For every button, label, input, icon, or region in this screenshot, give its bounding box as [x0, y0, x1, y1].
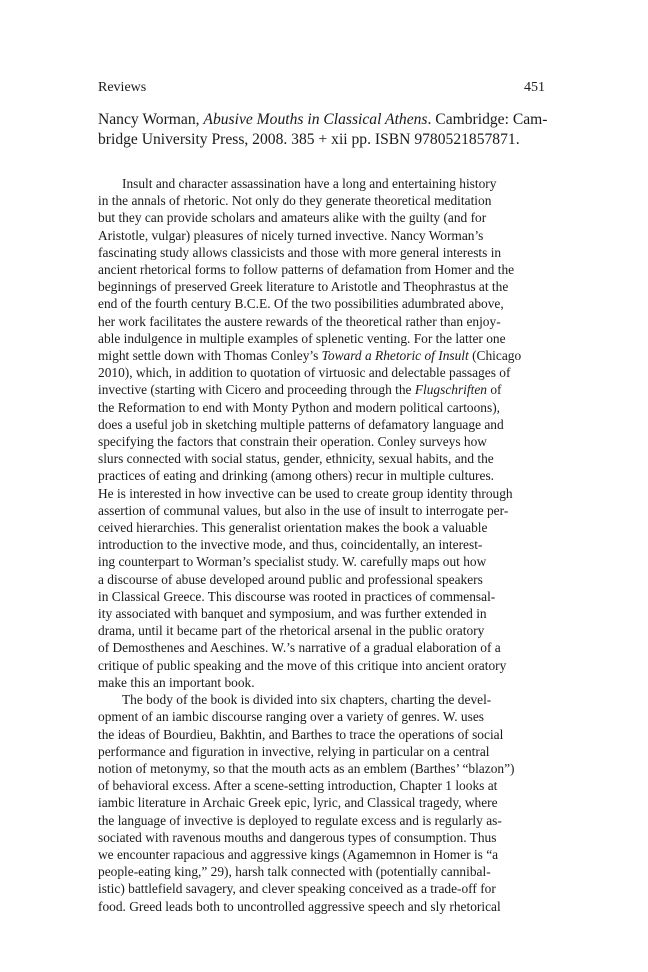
body-line: [98, 622, 548, 639]
text-run: . Cambridge: Cam-: [427, 111, 548, 128]
citation-line: [98, 130, 548, 150]
body-line: [98, 553, 548, 570]
text-run: notion of metonymy, so that the mouth acts as an emblem (Barthes’ “blazon”): [98, 760, 515, 776]
body-line: [98, 605, 548, 622]
body-line: [98, 227, 548, 244]
italic-title: Abusive Mouths in Classical Athens: [203, 111, 428, 128]
text-run: bridge University Press, 2008. 385 + xii pp. ISBN 9780521857871.: [98, 131, 520, 148]
body-line: [98, 467, 548, 484]
text-run: invective (starting with Cicero and proceeding through the: [98, 382, 415, 398]
body-line: [98, 519, 548, 536]
text-run: The body of the book is divided into six chapters, charting the devel-: [122, 692, 492, 708]
body-line: [98, 347, 548, 364]
running-head-title: Reviews: [98, 80, 147, 95]
body-line: [98, 691, 548, 708]
body-line: [98, 502, 548, 519]
body-line: [98, 863, 548, 880]
running-header: [98, 80, 545, 100]
text-run: ancient rhetorical forms to follow patterns of defamation from Homer and the: [98, 262, 515, 278]
text-run: the Reformation to end with Monty Python and modern political cartoons),: [98, 399, 501, 415]
text-run: istic) battlefield savagery, and clever speaking conceived as a trade-off for: [98, 881, 496, 897]
text-run: ing counterpart to Worman’s specialist study. W. carefully maps out how: [98, 554, 487, 570]
body-line: [98, 674, 548, 691]
text-run: might settle down with Thomas Conley’s: [98, 348, 322, 364]
text-run: Nancy Worman,: [98, 111, 204, 128]
body-line: [98, 657, 548, 674]
body-line: [98, 571, 548, 588]
text-run: beginnings of preserved Greek literature to Aristotle and Theophrastus at the: [98, 279, 509, 295]
text-run: of behavioral excess. After a scene-setting introduction, Chapter 1 looks at: [98, 778, 498, 794]
body-line: [98, 381, 548, 398]
text-run: slurs connected with social status, gender, ethnicity, sexual habits, and the: [98, 451, 494, 467]
text-run: Aristotle, vulgar) pleasures of nicely turned invective. Nancy Worman’s: [98, 227, 484, 243]
body-line: [98, 416, 548, 433]
body-line: [98, 726, 548, 743]
body-line: [98, 898, 548, 915]
body-line: [98, 433, 548, 450]
body-line: [98, 708, 548, 725]
text-run: a discourse of abuse developed around public and professional speakers: [98, 571, 483, 587]
text-run: assertion of communal values, but also in the use of insult to interrogate per-: [98, 502, 509, 518]
text-run: make this an important book.: [98, 674, 255, 690]
text-run: in the annals of rhetoric. Not only do they generate theoretical meditation: [98, 193, 492, 209]
body-line: [98, 330, 548, 347]
text-run: 2010), which, in addition to quotation of virtuosic and delectable passages of: [98, 365, 511, 381]
text-run: able indulgence in multiple examples of splenetic venting. For the latter one: [98, 330, 506, 346]
body-line: [98, 175, 548, 192]
body-line: [98, 760, 548, 777]
text-run: the ideas of Bourdieu, Bakhtin, and Barthes to trace the operations of social: [98, 726, 504, 742]
text-run: food. Greed leads both to uncontrolled aggressive speech and sly rhetorical: [98, 898, 501, 914]
text-run: drama, until it became part of the rhetorical arsenal in the public oratory: [98, 623, 485, 639]
body-line: [98, 880, 548, 897]
text-run: (Chicago: [468, 348, 522, 364]
text-run: of: [486, 382, 502, 398]
text-run: of Demosthenes and Aeschines. W.’s narrative of a gradual elaboration of a: [98, 640, 501, 656]
body-line: [98, 794, 548, 811]
text-run: performance and figuration in invective, relying in particular on a central: [98, 743, 490, 759]
body-line: [98, 295, 548, 312]
text-run: ceived hierarchies. This generalist orientation makes the book a valuable: [98, 520, 488, 536]
body-line: [98, 278, 548, 295]
body-line: [98, 485, 548, 502]
body-line: [98, 536, 548, 553]
text-run: iambic literature in Archaic Greek epic, lyric, and Classical tragedy, where: [98, 795, 498, 811]
italic-title: Flugschriften: [414, 382, 487, 398]
citation-line: [98, 110, 548, 130]
body-line: [98, 261, 548, 278]
text-run: people-eating king,” 29), harsh talk connected with (potentially cannibal-: [98, 864, 491, 880]
text-run: fascinating study allows classicists and those with more general interests in: [98, 244, 502, 260]
text-run: we encounter rapacious and aggressive kings (Agamemnon in Homer is “a: [98, 846, 499, 862]
text-run: ity associated with banquet and symposium, and was further extended in: [98, 606, 487, 622]
page-number: 451: [524, 80, 545, 95]
text-run: introduction to the invective mode, and thus, coincidentally, an interest-: [98, 537, 483, 553]
body-line: [98, 639, 548, 656]
text-run: practices of eating and drinking (among others) recur in multiple cultures.: [98, 468, 495, 484]
body-line: [98, 209, 548, 226]
body-line: [98, 192, 548, 209]
text-run: specifying the factors that constrain their operation. Conley surveys how: [98, 434, 487, 450]
text-run: the language of invective is deployed to regulate excess and is regularly as-: [98, 812, 502, 828]
body-line: [98, 399, 548, 416]
body-line: [98, 313, 548, 330]
text-run: does a useful job in sketching multiple patterns of defamatory language and: [98, 416, 504, 432]
body-line: [98, 450, 548, 467]
review-citation: [98, 110, 548, 150]
body-line: [98, 829, 548, 846]
text-run: but they can provide scholars and amateurs alike with the guilty (and for: [98, 210, 487, 226]
review-body-text: [98, 175, 548, 915]
text-run: end of the fourth century B.C.E. Of the two possibilities adumbrated above,: [98, 296, 504, 312]
text-run: He is interested in how invective can be used to create group identity through: [98, 485, 513, 501]
body-line: [98, 777, 548, 794]
body-line: [98, 364, 548, 381]
text-run: sociated with ravenous mouths and dangerous types of consumption. Thus: [98, 829, 497, 845]
body-line: [98, 244, 548, 261]
body-line: [98, 588, 548, 605]
text-run: Insult and character assassination have a long and entertaining history: [122, 176, 497, 191]
text-run: her work facilitates the austere rewards of the theoretical rather than enjoy-: [98, 313, 501, 329]
text-run: opment of an iambic discourse ranging over a variety of genres. W. uses: [98, 709, 484, 725]
text-run: in Classical Greece. This discourse was rooted in practices of commensal-: [98, 588, 496, 604]
text-run: critique of public speaking and the move of this critique into ancient oratory: [98, 657, 507, 673]
body-line: [98, 812, 548, 829]
italic-title: Toward a Rhetoric of Insult: [321, 348, 469, 364]
body-line: [98, 846, 548, 863]
body-line: [98, 743, 548, 760]
